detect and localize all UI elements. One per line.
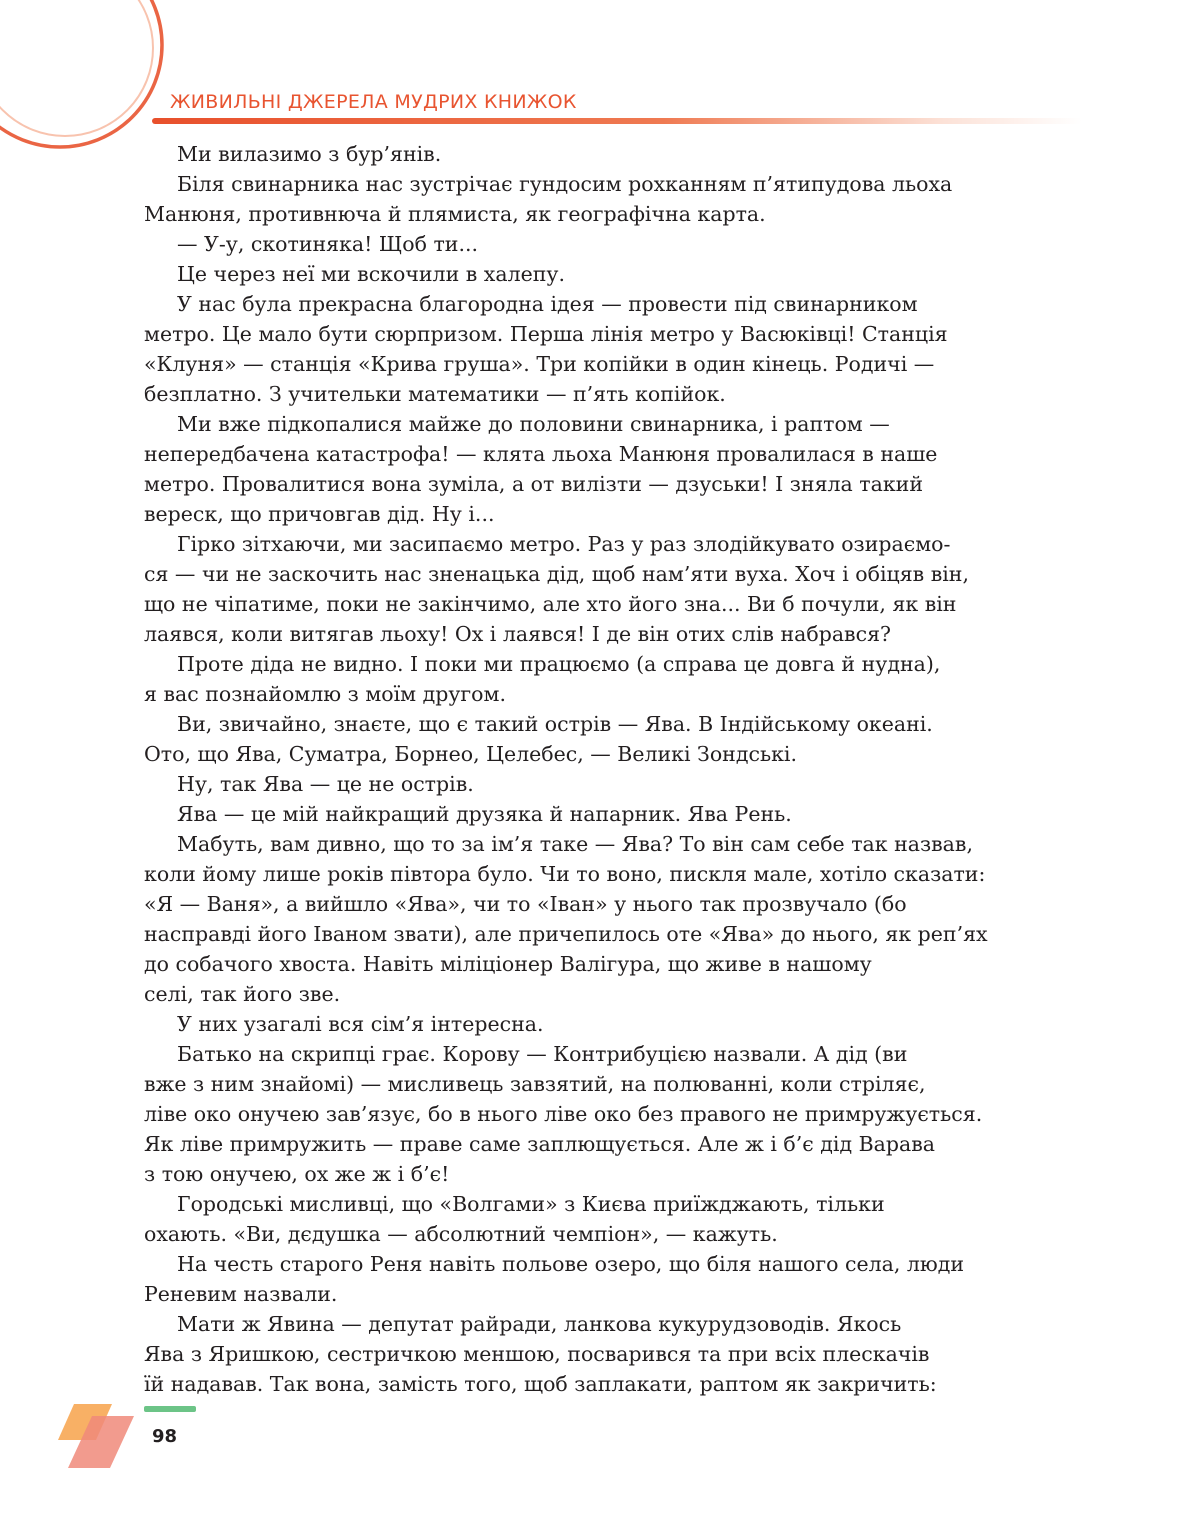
paragraph-11: Ява — це мій найкращий друзяка й напарник. Ява Рень. — [177, 802, 792, 826]
story-text — [144, 139, 1072, 1399]
paragraph-4: Це через неї ми вскочили в халепу. — [177, 262, 565, 286]
paragraph-12: Мабуть, вам дивно, що то за ім’я таке — Ява? То він сам себе так назвав, коли йому лише років півтора було. Чи то воно, пискля мале, хотіло сказати: «Я — Ваня», а вийшло «Ява», чи то «Іван» у нього так прозвучало (бо насправді його Іваном звати), але причепилось оте «Ява» до нього, як реп’ях до собачого хвоста. Навіть міліціонер Валігура, що живе в нашому селі, так його зве. — [144, 832, 988, 1006]
paragraph-7: Гірко зітхаючи, ми засипаємо метро. Раз у раз злодійкувато озираємо- ся — чи не заскочить нас зненацька дід, щоб нам’яти вуха. Хоч і обіцяв він, що не чіпатиме, поки не закінчимо, але хто його зна... Ви б почули, як він лаявся, коли витягав льоху! Ох і лаявся! І де він отих слів набрався? — [144, 532, 969, 646]
paragraph-8: Проте діда не видно. І поки ми працюємо (а справа це довга й нудна), я вас познайомлю з моїм другом. — [144, 652, 941, 706]
page-number: 98 — [152, 1426, 178, 1447]
paragraph-6: Ми вже підкопалися майже до половини свинарника, і раптом — непередбачена катастрофа! — клята льоха Манюня провалилася в наше метро. Провалитися вона зуміла, а от вилізти — дзуськи! І зняла такий вереск, що причовгав дід. Ну і... — [144, 412, 938, 526]
decorative-circles — [0, 0, 220, 160]
paragraph-17: Мати ж Явина — депутат райради, ланкова кукурудзоводів. Якось Ява з Яришкою, сестричкою меншою, посварився та при всіх плескачів їй надавав. Так вона, замість того, щоб заплакати, раптом як закричить: — [144, 1312, 937, 1396]
paragraph-13: У них узагалі вся сім’я інтересна. — [177, 1012, 544, 1036]
paragraph-9: Ви, звичайно, знаєте, що є такий острів — Ява. В Індійському океані. Ото, що Ява, Суматра, Борнео, Целебес, — Великі Зондські. — [144, 712, 933, 766]
paragraph-3: — У-у, скотиняка! Щоб ти... — [177, 232, 479, 256]
paragraph-1: Ми вилазимо з бур’янів. — [177, 142, 442, 166]
paragraph-15: Городські мисливці, що «Волгами» з Києва приїжджають, тільки охають. «Ви, дєдушка — абсолютний чемпіон», — кажуть. — [144, 1192, 885, 1246]
section-header-title: ЖИВИЛЬНІ ДЖЕРЕЛА МУДРИХ КНИЖОК — [170, 91, 577, 113]
paragraph-10: Ну, так Ява — це не острів. — [177, 772, 474, 796]
header-rule — [152, 118, 1082, 124]
paragraph-5: У нас була прекрасна благородна ідея — провести під свинарником метро. Це мало бути сюрпризом. Перша лінія метро у Васюківці! Станція «Клуня» — станція «Крива груша». Три копійки в один кінець. Родичі — безплатно. З учительки математики — п’ять копійок. — [144, 292, 948, 406]
paragraph-2: Біля свинарника нас зустрічає гундосим рохканням п’ятипудова льоха Манюня, противнюча й плямиста, як географічна карта. — [144, 172, 953, 226]
paragraph-16: На честь старого Реня навіть польове озеро, що біля нашого села, люди Реневим назвали. — [144, 1252, 965, 1306]
paragraph-14: Батько на скрипці грає. Корову — Контрибуцією назвали. А дід (ви вже з ним знайомі) — мисливець завзятий, на полюванні, коли стріляє, ліве око онучею зав’язує, бо в нього ліве око без правого не примружується. Як ліве примружить — праве саме заплющується. Але ж і б’є дід Варава з тою онучею, ох же ж і б’є! — [144, 1042, 983, 1186]
